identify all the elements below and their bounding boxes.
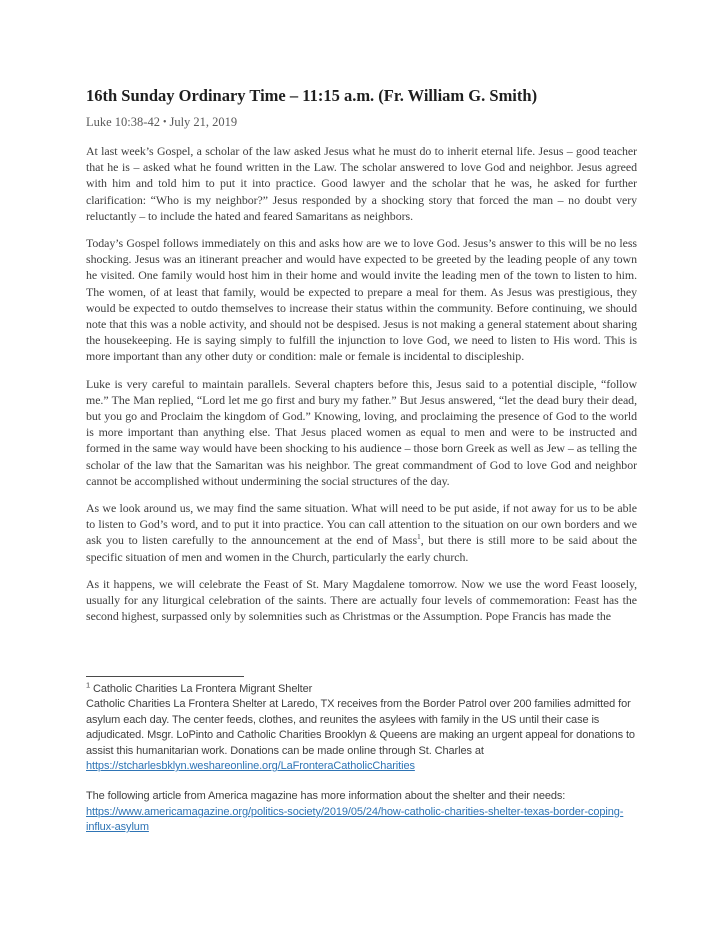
scripture-reference: Luke 10:38-42: [86, 115, 160, 129]
footnote-divider: [86, 676, 244, 677]
footnote-marker: 1: [86, 680, 91, 690]
footnote-section: [86, 676, 637, 836]
footnote-title: Catholic Charities La Frontera Migrant Shelter: [93, 683, 313, 695]
paragraph-2: Today’s Gospel follows immediately on this and asks how are we to love God. Jesus’s answer to this will be no less shocking. Jesus was an itinerant preacher and would have expected to be greeted by the leading people of any town he visited. One family would host him in their home and would invite the leading men of the town to listen to him. The women, of at least that family, would be expected to prepare a meal for them. As Jesus was prestigious, they would be expected to outdo themselves to increase their status within the community. Before continuing, we should note that this was a noble activity, and should not be despised. Jesus is not making a general statement about sharing the housekeeping. He is saying simply to fulfill the injunction to love God, we need to listen to His word. This is more important than any other duty or condition: male or female is incidental to discipleship.: [86, 236, 637, 364]
paragraph-4-text: As we look around us, we may find the same situation. What will need to be put aside, if not away for us to be able to listen to God’s word, and to put it into practice. You can call attention to the situation on our own borders and we ask you to listen carefully to the announcement at the end of Mass: [86, 501, 637, 548]
article-intro-text: The following article from America magazine has more information about the shelter and their needs:: [86, 790, 566, 803]
sermon-date: July 21, 2019: [169, 115, 238, 129]
footnote-reference-mark: 1: [417, 532, 421, 542]
paragraph-4-text-continued: , but there is still more to be said about the specific situation of men and women in the Church, particularly the early church.: [86, 533, 637, 564]
donation-link[interactable]: https://stcharlesbklyn.weshareonline.org/LaFronteraCatholicCharities: [86, 760, 415, 773]
paragraph-5: As it happens, we will celebrate the Feast of St. Mary Magdalene tomorrow. Now we use the word Feast loosely, usually for any liturgical celebration of the saints. There are actually four levels of commemoration: Feast has the second highest, surpassed only by solemnities such as Christmas or the Assumption. Pope Francis has made the: [86, 576, 637, 624]
paragraph-4: [86, 500, 637, 565]
sermon-body: [86, 86, 637, 635]
footnote-body-text: Catholic Charities La Frontera Shelter at Laredo, TX receives from the Border Patrol over 200 families admitted for asylum each day. The center feeds, clothes, and reunites the asylees with family in the US until their case is adjudicated. Msgr. LoPinto and Catholic Charities Brooklyn & Queens are making an urgent appeal for donations to assist this humanitarian work. Donations can be made online through St. Charles at: [86, 698, 635, 757]
paragraph-1: At last week’s Gospel, a scholar of the law asked Jesus what he must do to inherit eternal life. Jesus – good teacher that he is – asked what he found written in the Law. The scholar answered to love God and neighbor. Jesus agreed with him and told him to put it into practice. Good lawyer and the scholar that he was, he asked for further clarification: “Who is my neighbor?” Jesus responded by a shocking story that forced the man – no doubt very reluctantly – to include the hated and feared Samaritans as neighbors.: [86, 144, 637, 223]
page-title: 16th Sunday Ordinary Time – 11:15 a.m. (Fr. William G. Smith): [86, 86, 538, 105]
footnote-title-line: [86, 682, 637, 697]
article-link[interactable]: https://www.americamagazine.org/politics-society/2019/05/24/how-catholic-charities-shelter-texas-border-coping-influx-asylum: [86, 805, 624, 834]
scripture-date-line: [86, 115, 637, 130]
paragraph-3: Luke is very careful to maintain parallels. Several chapters before this, Jesus said to a potential disciple, “follow me.” The Man replied, “Lord let me go first and bury my father.” But Jesus answered, “let the dead bury their dead, but you go and Proclaim the kingdom of God.” Knowing, loving, and proclaiming the presence of God to the world is more important than anything else. That Jesus placed women as equal to men and were to be instructed and formed in the same way would have been shocking to his audience – those born Greek as well as Jew – as telling the scholar of the law that the Samaritan was his neighbor. The great commandment of God to love God and neighbor cannot be accomplished without undermining the social structures of the day.: [86, 376, 637, 488]
footnote-gap: [86, 774, 637, 789]
separator-dot: •: [162, 117, 167, 128]
